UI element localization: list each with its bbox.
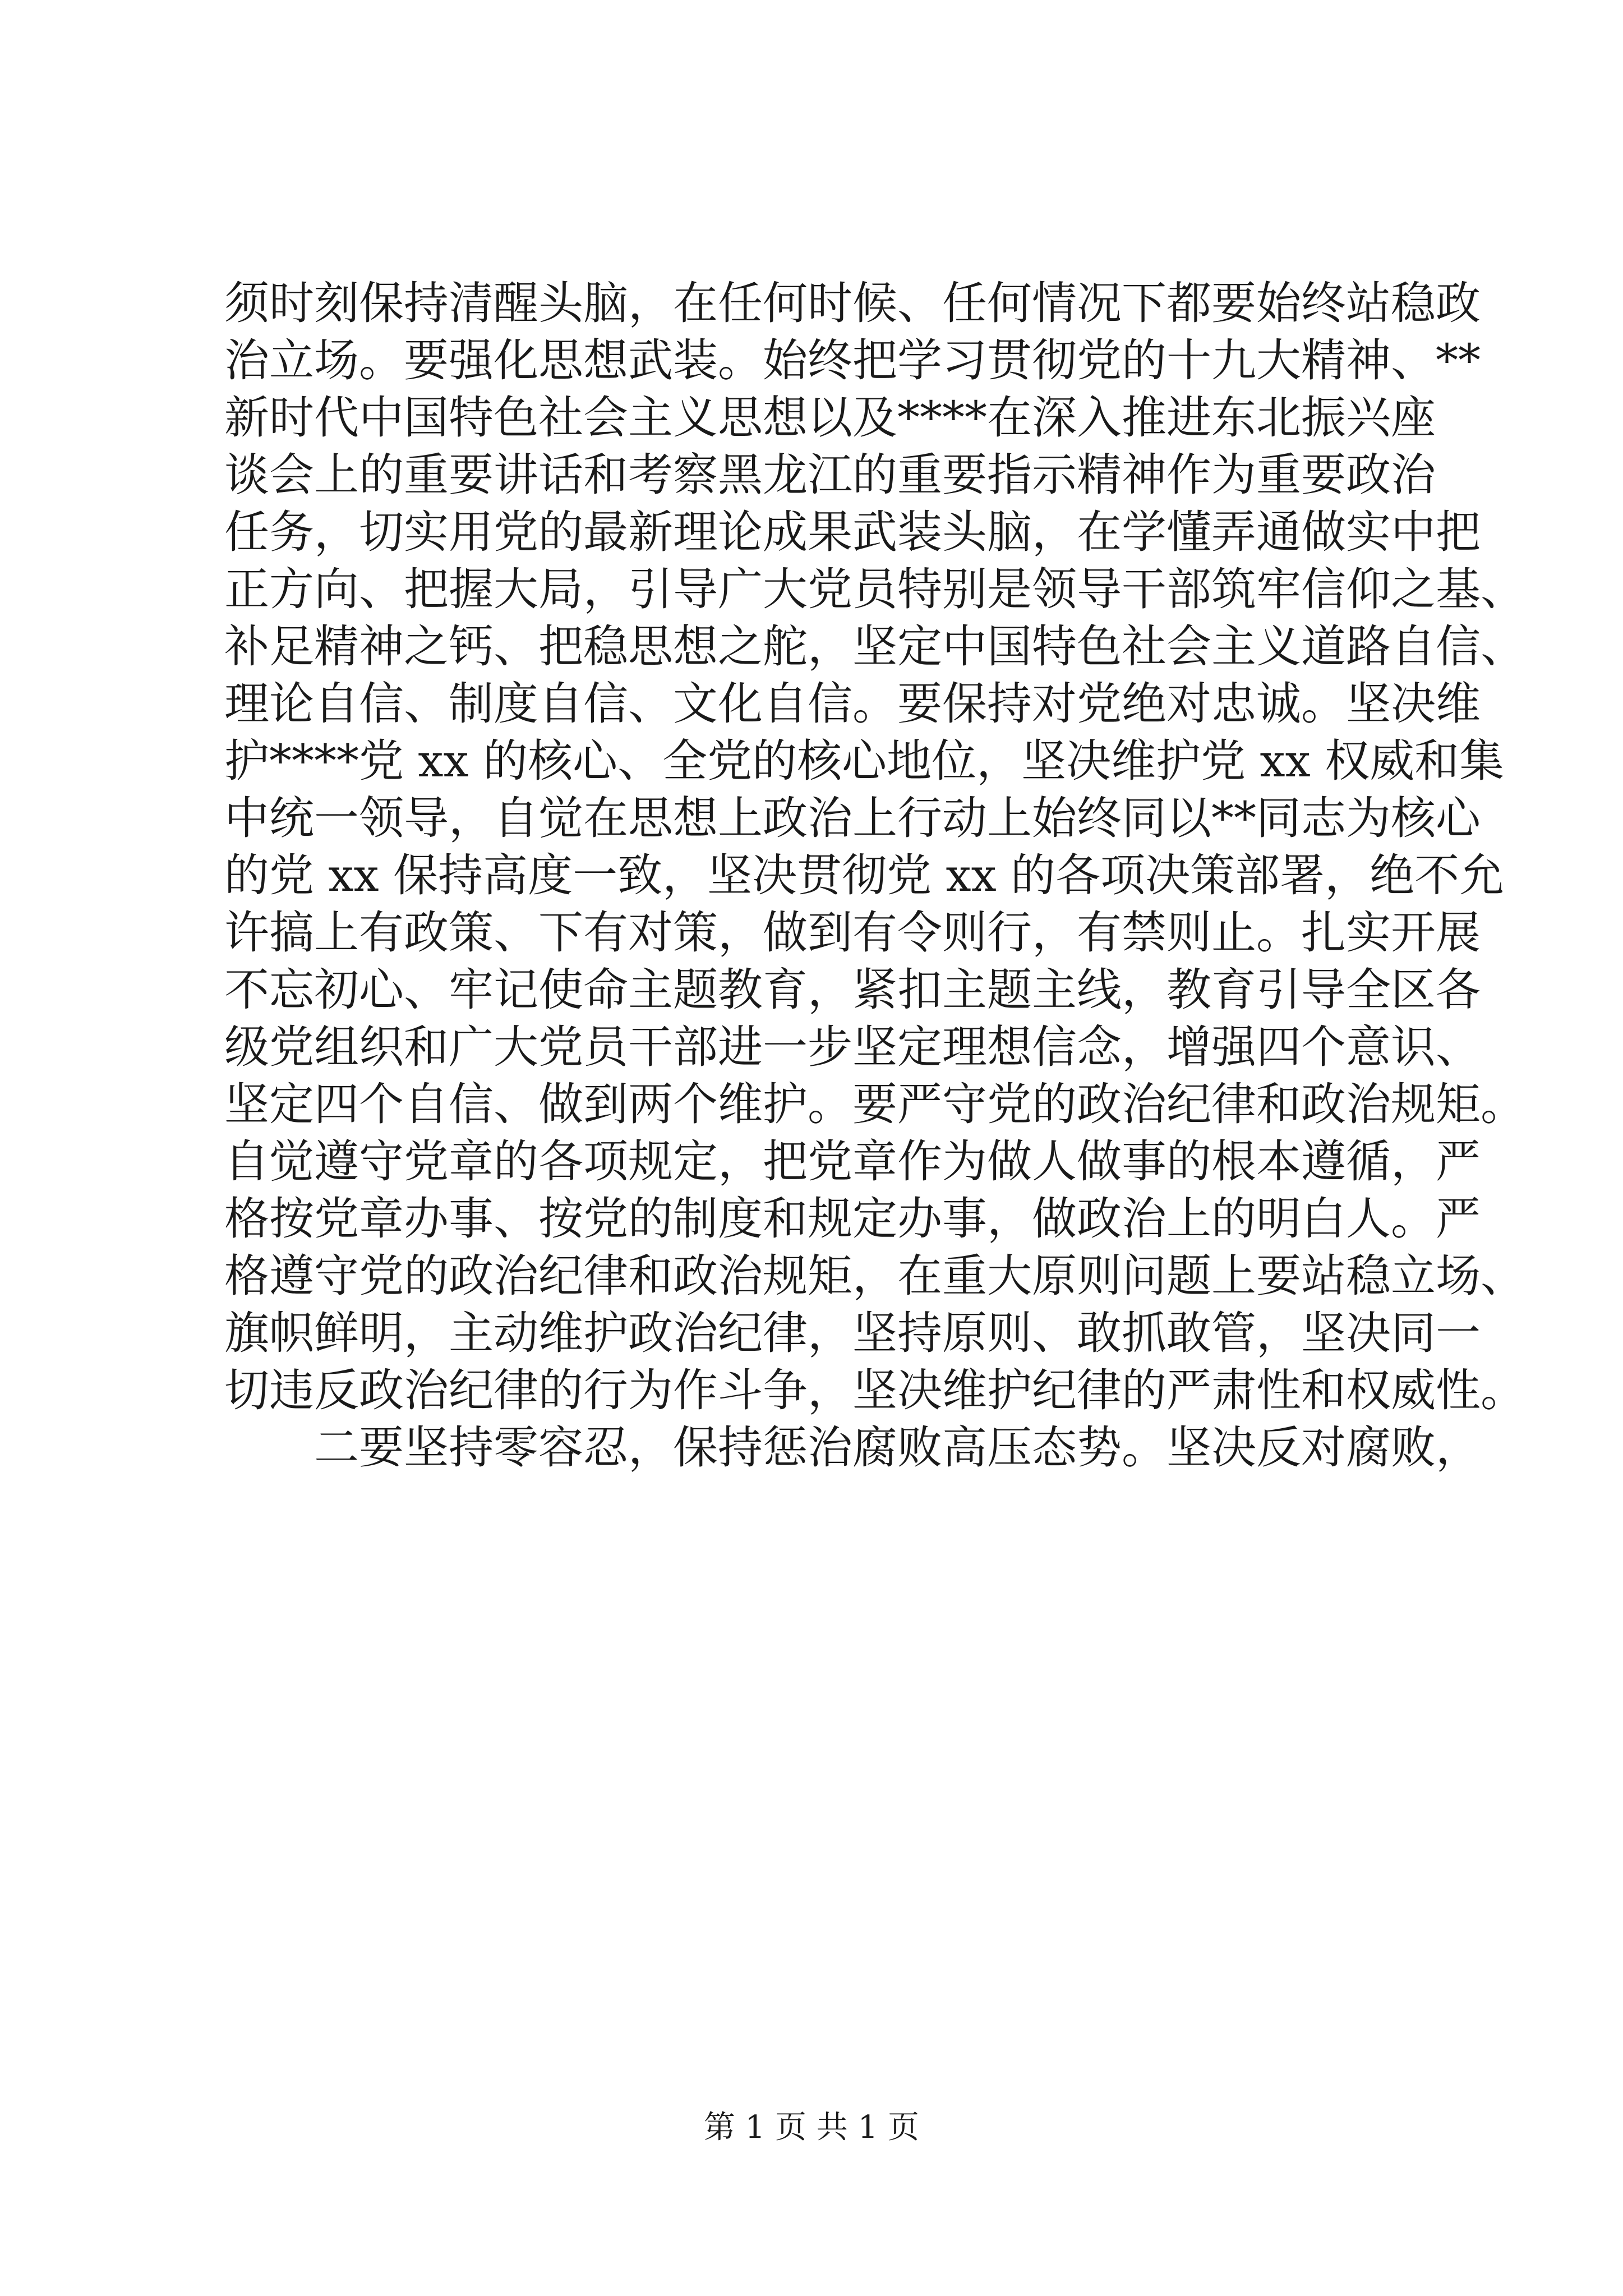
paragraph-start-line: 二要坚持零容忍，保持惩治腐败高压态势。坚决反对腐败， [314, 1421, 1481, 1474]
text-line: 坚定四个自信、做到两个维护。要严守党的政治纪律和政治规矩。 [224, 1078, 1525, 1130]
text-line: 中统一领导，自觉在思想上政治上行动上始终同以**同志为核心 [224, 792, 1481, 844]
text-line: 不忘初心、牢记使命主题教育，紧扣主题主线，教育引导全区各 [224, 964, 1481, 1016]
text-line: 理论自信、制度自信、文化自信。要保持对党绝对忠诚。坚决维 [224, 678, 1481, 730]
text-line: 护****党 xx 的核心、全党的核心地位，坚决维护党 xx 权威和集 [224, 735, 1505, 787]
text-line: 的党 xx 保持高度一致，坚决贯彻党 xx 的各项决策部署，绝不允 [224, 849, 1505, 901]
text-line: 切违反政治纪律的行为作斗争，坚决维护纪律的严肃性和权威性。 [224, 1364, 1525, 1416]
text-line: 许搞上有政策、下有对策，做到有令则行，有禁则止。扎实开展 [224, 907, 1481, 959]
body-text [224, 275, 1525, 1476]
text-line: 谈会上的重要讲话和考察黑龙江的重要指示精神作为重要政治 [224, 449, 1436, 501]
text-line: 治立场。要强化思想武装。始终把学习贯彻党的十九大精神、** [224, 334, 1481, 386]
page-footer: 第 1 页 共 1 页 [703, 2109, 920, 2146]
text-line: 级党组织和广大党员干部进一步坚定理想信念，增强四个意识、 [224, 1021, 1481, 1073]
text-line: 新时代中国特色社会主义思想以及****在深入推进东北振兴座 [224, 392, 1436, 444]
text-line: 格按党章办事、按党的制度和规定办事，做政治上的明白人。严 [224, 1193, 1481, 1245]
text-line: 须时刻保持清醒头脑，在任何时候、任何情况下都要始终站稳政 [224, 277, 1481, 329]
text-line: 正方向、把握大局，引导广大党员特别是领导干部筑牢信仰之基、 [224, 563, 1525, 615]
text-line: 旗帜鲜明，主动维护政治纪律，坚持原则、敢抓敢管，坚决同一 [224, 1307, 1481, 1359]
text-line: 补足精神之钙、把稳思想之舵，坚定中国特色社会主义道路自信、 [224, 620, 1525, 673]
text-line: 自觉遵守党章的各项规定，把党章作为做人做事的根本遵循，严 [224, 1135, 1481, 1188]
text-line: 格遵守党的政治纪律和政治规矩，在重大原则问题上要站稳立场、 [224, 1250, 1525, 1302]
text-line: 任务，切实用党的最新理论成果武装头脑，在学懂弄通做实中把 [224, 506, 1481, 558]
